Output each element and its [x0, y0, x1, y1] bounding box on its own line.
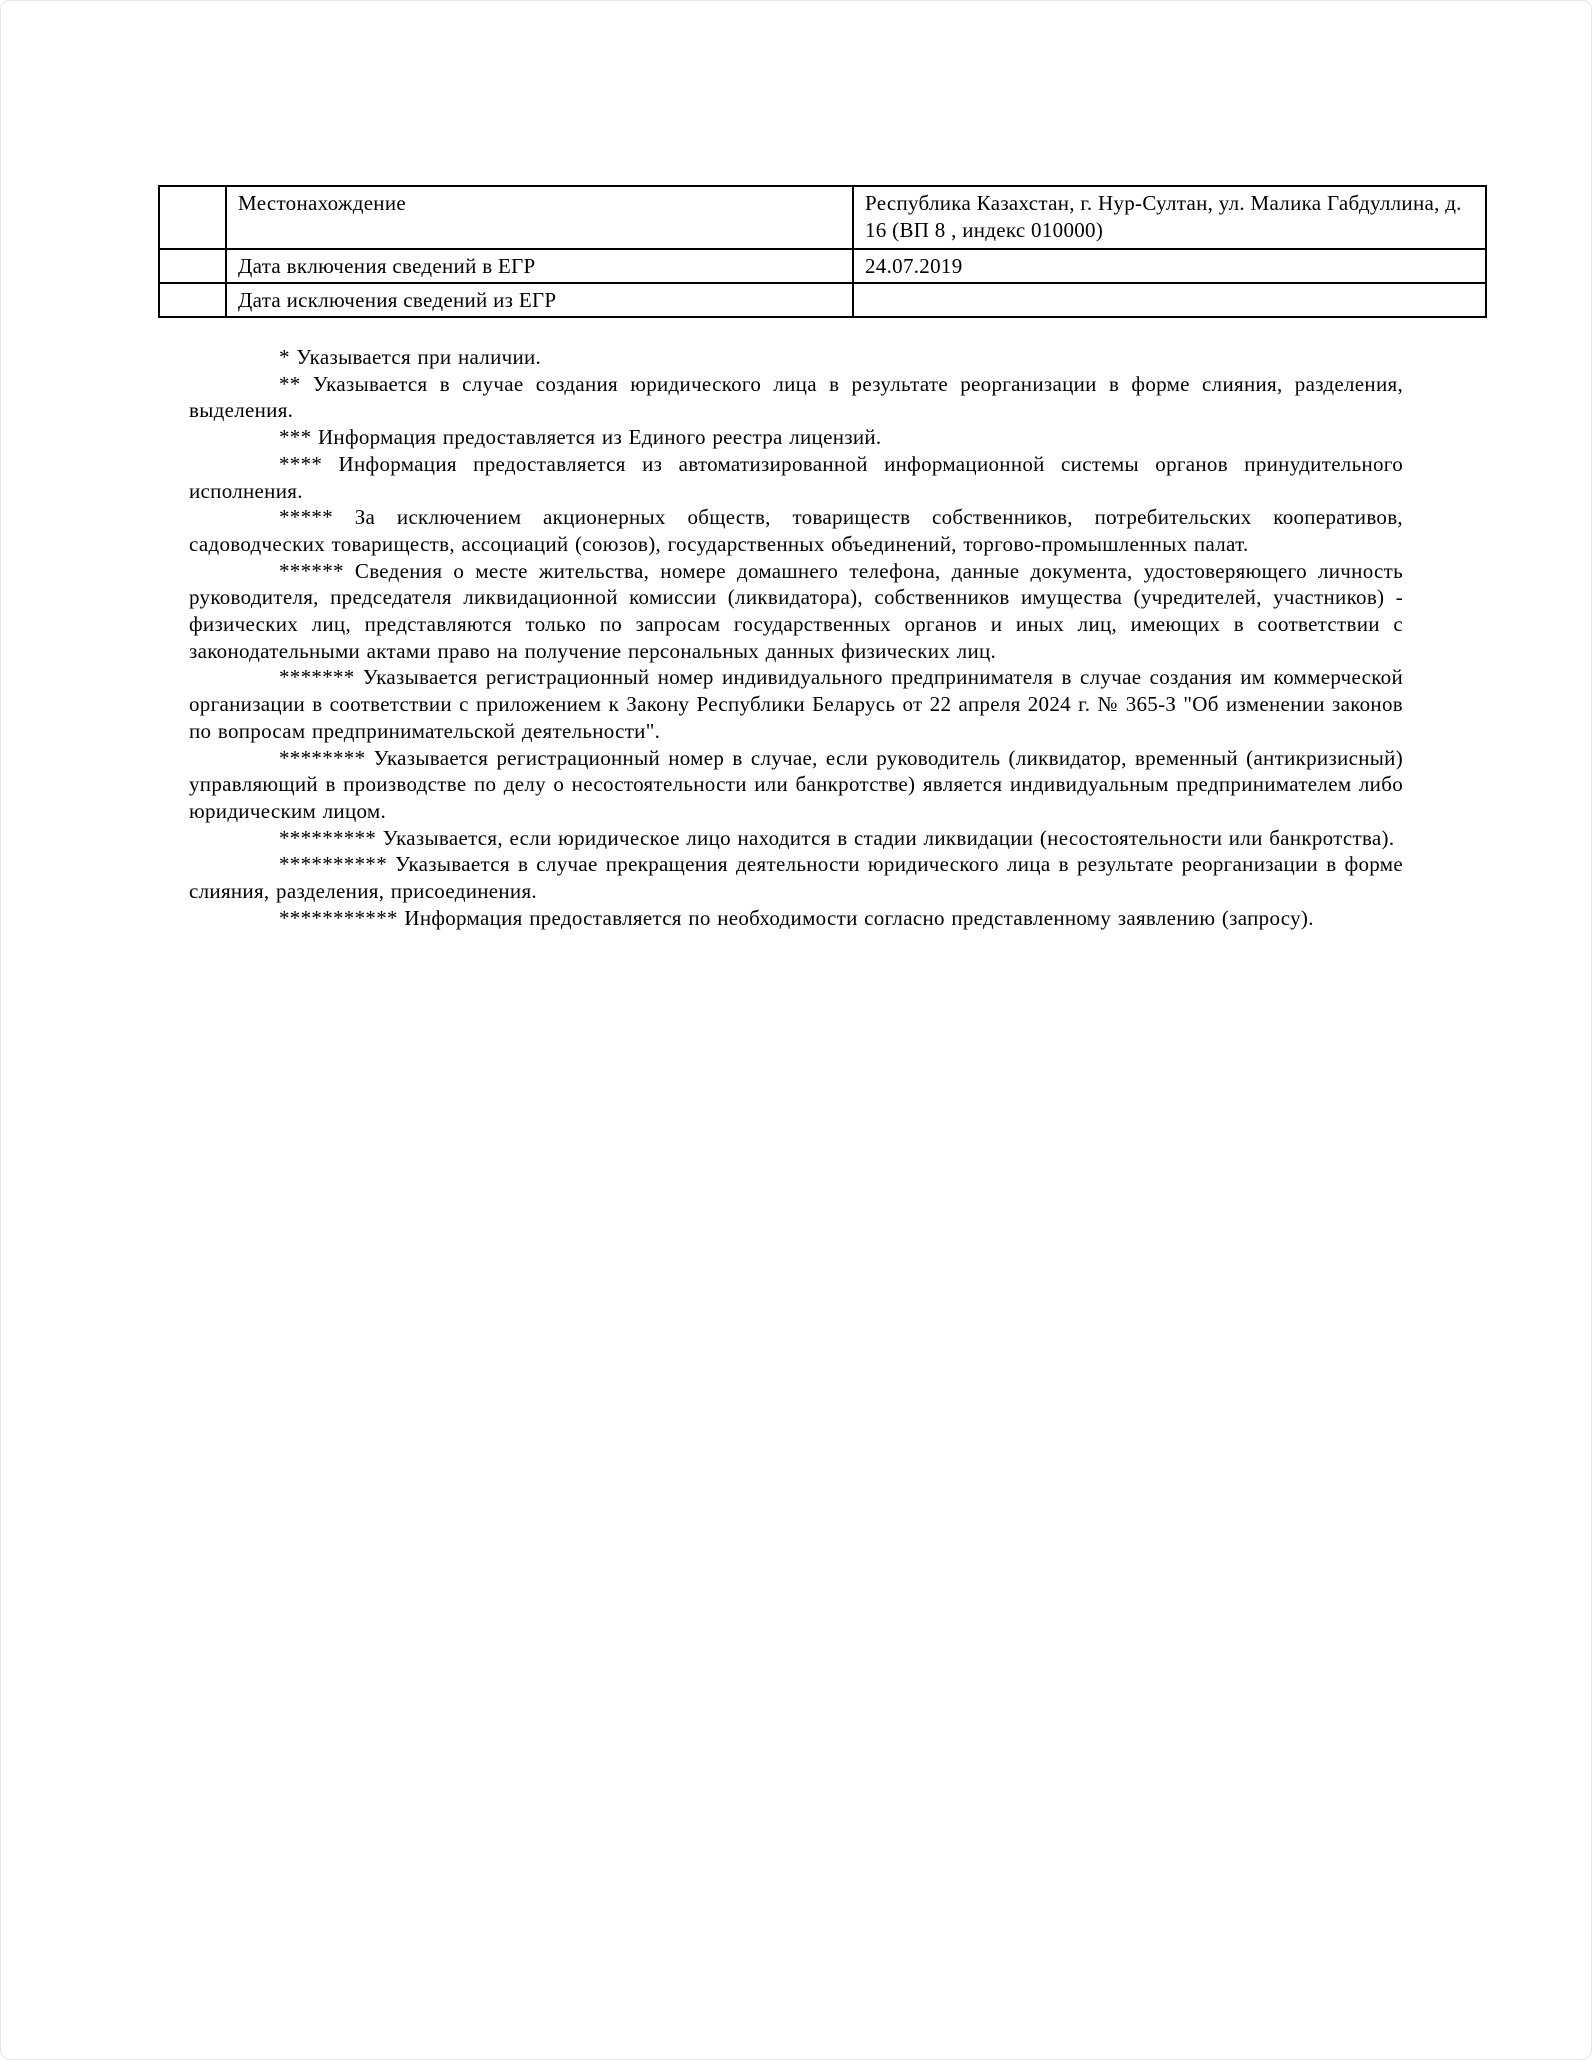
footnote-item: ***** За исключением акционерных обществ, товариществ собственников, потребительских кооперативов, садоводческих товариществ, ассоциаций (союзов), государственных объединений, торгово-промышленных палат. — [189, 505, 1403, 556]
row-number-cell — [159, 283, 226, 317]
row-number-cell — [159, 249, 226, 283]
footnote-item: ******** Указывается регистрационный номер в случае, если руководитель (ликвидатор, временный (антикризисный) управляющий в производстве по делу о несостоятельности или банкротстве) является индивидуальным предпринимателем либо юридическим лицом. — [189, 745, 1403, 823]
registry-table — [158, 185, 1487, 318]
field-value-cell: 24.07.2019 — [853, 249, 1486, 283]
field-value-cell — [853, 283, 1486, 317]
field-value-cell: Республика Казахстан, г. Нур-Султан, ул. Малика Габдуллина, д. 16 (ВП 8 , индекс 010000) — [853, 186, 1486, 249]
field-label-cell: Дата включения сведений в ЕГР — [226, 249, 853, 283]
field-label-cell: Дата исключения сведений из ЕГР — [226, 283, 853, 317]
footnote-item: * Указывается при наличии. — [279, 345, 542, 369]
field-label-cell: Местонахождение — [226, 186, 853, 249]
footnote-item: **** Информация предоставляется из автоматизированной информационной системы органов принудительного исполнения. — [189, 451, 1403, 503]
footnote-item: *********** Информация предоставляется по необходимости согласно представленному заявлению (запросу). — [279, 905, 1314, 930]
footnote-item: *** Информация предоставляется из Единого реестра лицензий. — [279, 425, 882, 450]
table-row — [159, 249, 1486, 283]
table-row — [159, 186, 1486, 249]
footnote-item: ******* Указывается регистрационный номер индивидуального предпринимателя в случае создания им коммерческой организации в соответствии с приложением к Закону Республики Беларусь от 22 апреля 2024 г. № 365-З "Об изменении законов по вопросам предпринимательской деятельности". — [189, 665, 1403, 743]
table-row — [159, 283, 1486, 317]
row-number-cell — [159, 186, 226, 249]
footnote-item: ********** Указывается в случае прекращения деятельности юридического лица в результате реорганизации в форме слияния, разделения, присоединения. — [189, 852, 1403, 904]
footnotes-section — [189, 344, 1403, 931]
footnote-item: ********* Указывается, если юридическое лицо находится в стадии ликвидации (несостоятельности или банкротства). — [279, 825, 1395, 850]
footnote-item: ****** Сведения о месте жительства, номере домашнего телефона, данные документа, удостоверяющего личность руководителя, председателя ликвидационной комиссии (ликвидатора), собственников имущества (учредителей, участников) - физических лиц, представляются только по запросам государственных органов и иных лиц, имеющих в соответствии с законодательными актами право на получение персональных данных физических лиц. — [189, 558, 1403, 663]
footnote-item: ** Указывается в случае создания юридического лица в результате реорганизации в форме слияния, разделения, выделения. — [189, 371, 1403, 423]
